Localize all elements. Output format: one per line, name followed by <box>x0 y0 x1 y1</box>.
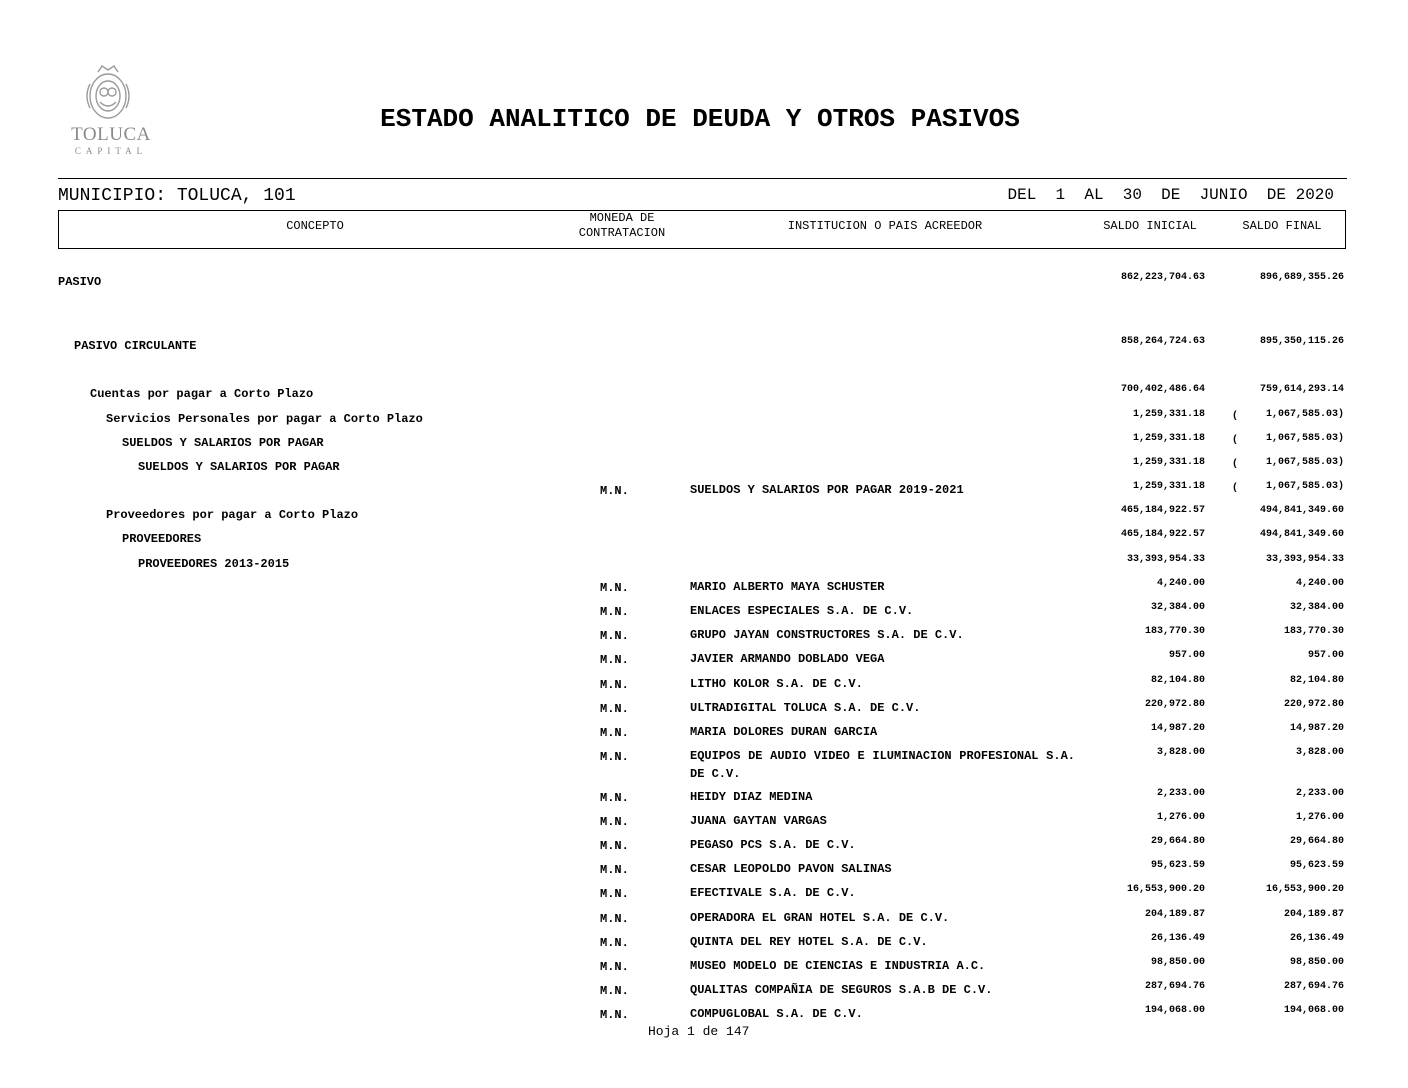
row-saldo-inicial: 4,240.00 <box>1156 578 1205 589</box>
row-concepto: Cuentas por pagar a Corto Plazo <box>90 387 314 401</box>
table-row <box>0 578 1408 600</box>
row-saldo-inicial: 1,276.00 <box>1156 812 1205 823</box>
row-moneda: M.N. <box>600 1008 629 1022</box>
row-institucion: EFECTIVALE S.A. DE C.V. <box>690 886 856 900</box>
row-moneda: M.N. <box>600 912 629 926</box>
row-saldo-inicial: 204,189.87 <box>1144 909 1205 920</box>
row-negative-open-paren: ( <box>1232 435 1239 446</box>
row-saldo-final: 1,067,585.03) <box>1265 433 1344 444</box>
column-header-concepto: CONCEPTO <box>286 219 344 233</box>
row-saldo-inicial: 700,402,486.64 <box>1120 384 1205 395</box>
row-saldo-final: 494,841,349.60 <box>1259 505 1344 516</box>
row-concepto: PROVEEDORES 2013-2015 <box>138 557 290 571</box>
row-moneda: M.N. <box>600 791 629 805</box>
row-institucion: LITHO KOLOR S.A. DE C.V. <box>690 677 863 691</box>
row-saldo-final: 33,393,954.33 <box>1265 554 1344 565</box>
row-saldo-inicial: 858,264,724.63 <box>1120 336 1205 347</box>
table-row <box>0 884 1408 906</box>
table-row <box>0 433 1408 455</box>
row-saldo-inicial: 1,259,331.18 <box>1132 433 1205 444</box>
row-saldo-final: 759,614,293.14 <box>1259 384 1344 395</box>
table-row <box>0 836 1408 858</box>
row-moneda: M.N. <box>600 678 629 692</box>
table-row <box>0 699 1408 721</box>
row-saldo-final: 95,623.59 <box>1289 860 1344 871</box>
row-saldo-final: 204,189.87 <box>1283 909 1344 920</box>
row-saldo-inicial: 194,068.00 <box>1144 1005 1205 1016</box>
row-saldo-inicial: 82,104.80 <box>1150 675 1205 686</box>
row-saldo-final: 82,104.80 <box>1289 675 1344 686</box>
period-label: DEL 1 AL 30 DE JUNIO DE 2020 <box>1007 186 1334 204</box>
column-header-moneda-line1: MONEDA DE <box>589 211 655 225</box>
row-institucion: COMPUGLOBAL S.A. DE C.V. <box>690 1007 863 1021</box>
row-moneda: M.N. <box>600 629 629 643</box>
row-institucion: MARIA DOLORES DURAN GARCIA <box>690 725 878 739</box>
column-header-moneda-line2: CONTRATACION <box>578 226 666 240</box>
table-row <box>0 626 1408 648</box>
row-saldo-final: 1,276.00 <box>1295 812 1344 823</box>
table-row <box>0 650 1408 672</box>
row-saldo-inicial: 862,223,704.63 <box>1120 272 1205 283</box>
row-institucion: QUINTA DEL REY HOTEL S.A. DE C.V. <box>690 935 928 949</box>
row-institucion: HEIDY DIAZ MEDINA <box>690 790 813 804</box>
row-saldo-final: 3,828.00 <box>1295 747 1344 758</box>
table-row <box>0 723 1408 745</box>
row-saldo-inicial: 26,136.49 <box>1150 933 1205 944</box>
row-moneda: M.N. <box>600 887 629 901</box>
table-row <box>0 384 1408 406</box>
toluca-crest-icon <box>80 64 136 122</box>
row-saldo-final: 957.00 <box>1307 650 1344 661</box>
row-concepto: SUELDOS Y SALARIOS POR PAGAR <box>138 460 340 474</box>
row-moneda: M.N. <box>600 815 629 829</box>
row-institucion: JUANA GAYTAN VARGAS <box>690 814 827 828</box>
row-saldo-inicial: 16,553,900.20 <box>1126 884 1205 895</box>
table-row <box>0 481 1408 503</box>
row-institucion: OPERADORA EL GRAN HOTEL S.A. DE C.V. <box>690 911 950 925</box>
row-saldo-inicial: 465,184,922.57 <box>1120 529 1205 540</box>
row-concepto: Proveedores por pagar a Corto Plazo <box>106 508 359 522</box>
row-institucion: QUALITAS COMPAÑIA DE SEGUROS S.A.B DE C.V. <box>690 983 993 997</box>
row-saldo-inicial: 220,972.80 <box>1144 699 1205 710</box>
row-concepto: PROVEEDORES <box>122 532 202 546</box>
column-header-moneda <box>562 211 682 241</box>
table-row <box>0 409 1408 431</box>
row-saldo-inicial: 287,694.76 <box>1144 981 1205 992</box>
row-saldo-final: 14,987.20 <box>1289 723 1344 734</box>
row-saldo-inicial: 98,850.00 <box>1150 957 1205 968</box>
row-institucion: ENLACES ESPECIALES S.A. DE C.V. <box>690 604 914 618</box>
table-row <box>0 529 1408 551</box>
toluca-logo <box>62 64 152 160</box>
row-saldo-final: 2,233.00 <box>1295 788 1344 799</box>
municipio-label: MUNICIPIO: TOLUCA, 101 <box>58 186 296 206</box>
row-moneda: M.N. <box>600 484 629 498</box>
row-saldo-final: 287,694.76 <box>1283 981 1344 992</box>
row-negative-open-paren: ( <box>1232 459 1239 470</box>
table-row <box>0 272 1408 294</box>
table-row <box>0 675 1408 697</box>
row-moneda: M.N. <box>600 702 629 716</box>
row-moneda: M.N. <box>600 984 629 998</box>
row-saldo-inicial: 465,184,922.57 <box>1120 505 1205 516</box>
row-negative-open-paren: ( <box>1232 411 1239 422</box>
table-row <box>0 981 1408 1003</box>
row-saldo-inicial: 183,770.30 <box>1144 626 1205 637</box>
row-saldo-final: 895,350,115.26 <box>1259 336 1344 347</box>
row-saldo-final: 16,553,900.20 <box>1265 884 1344 895</box>
row-institucion: CESAR LEOPOLDO PAVON SALINAS <box>690 862 892 876</box>
header-rule <box>58 178 1347 179</box>
row-concepto: SUELDOS Y SALARIOS POR PAGAR <box>122 436 324 450</box>
table-row <box>0 957 1408 979</box>
table-row <box>0 554 1408 576</box>
table-row <box>0 909 1408 931</box>
row-saldo-inicial: 957.00 <box>1168 650 1205 661</box>
row-saldo-inicial: 2,233.00 <box>1156 788 1205 799</box>
table-row <box>0 602 1408 624</box>
row-saldo-inicial: 95,623.59 <box>1150 860 1205 871</box>
row-saldo-final: 98,850.00 <box>1289 957 1344 968</box>
page-footer: Hoja 1 de 147 <box>648 1024 750 1039</box>
logo-name: TOLUCA <box>71 124 151 145</box>
row-saldo-final: 32,384.00 <box>1289 602 1344 613</box>
row-saldo-inicial: 29,664.80 <box>1150 836 1205 847</box>
row-negative-open-paren: ( <box>1232 483 1239 494</box>
row-saldo-inicial: 32,384.00 <box>1150 602 1205 613</box>
row-moneda: M.N. <box>600 936 629 950</box>
row-institucion: PEGASO PCS S.A. DE C.V. <box>690 838 856 852</box>
row-concepto: PASIVO <box>58 275 102 289</box>
row-saldo-final: 1,067,585.03) <box>1265 481 1344 492</box>
row-saldo-inicial: 1,259,331.18 <box>1132 457 1205 468</box>
row-institucion: MARIO ALBERTO MAYA SCHUSTER <box>690 580 885 594</box>
table-row <box>0 788 1408 810</box>
table-row <box>0 747 1408 781</box>
row-saldo-inicial: 14,987.20 <box>1150 723 1205 734</box>
row-moneda: M.N. <box>600 839 629 853</box>
page-title: ESTADO ANALITICO DE DEUDA Y OTROS PASIVOS <box>380 104 1020 134</box>
table-row <box>0 933 1408 955</box>
table-row <box>0 505 1408 527</box>
row-saldo-final: 1,067,585.03) <box>1265 457 1344 468</box>
row-saldo-inicial: 33,393,954.33 <box>1126 554 1205 565</box>
row-moneda: M.N. <box>600 605 629 619</box>
row-moneda: M.N. <box>600 581 629 595</box>
row-saldo-final: 26,136.49 <box>1289 933 1344 944</box>
row-saldo-inicial: 3,828.00 <box>1156 747 1205 758</box>
row-saldo-final: 494,841,349.60 <box>1259 529 1344 540</box>
row-saldo-final: 194,068.00 <box>1283 1005 1344 1016</box>
table-row <box>0 336 1408 358</box>
row-saldo-final: 4,240.00 <box>1295 578 1344 589</box>
row-saldo-final: 220,972.80 <box>1283 699 1344 710</box>
row-saldo-final: 896,689,355.26 <box>1259 272 1344 283</box>
column-header-saldo-final: SALDO FINAL <box>1242 219 1322 233</box>
row-moneda: M.N. <box>600 750 629 764</box>
row-concepto: Servicios Personales por pagar a Corto Plazo <box>106 412 423 426</box>
row-institucion: ULTRADIGITAL TOLUCA S.A. DE C.V. <box>690 701 921 715</box>
column-header-saldo-inicial: SALDO INICIAL <box>1103 219 1197 233</box>
row-saldo-final: 29,664.80 <box>1289 836 1344 847</box>
table-row <box>0 812 1408 834</box>
row-saldo-inicial: 1,259,331.18 <box>1132 409 1205 420</box>
row-moneda: M.N. <box>600 726 629 740</box>
row-moneda: M.N. <box>600 960 629 974</box>
row-institucion: JAVIER ARMANDO DOBLADO VEGA <box>690 652 885 666</box>
row-moneda: M.N. <box>600 653 629 667</box>
row-saldo-final: 183,770.30 <box>1283 626 1344 637</box>
column-header-institucion: INSTITUCION O PAIS ACREEDOR <box>787 219 983 233</box>
row-institucion: MUSEO MODELO DE CIENCIAS E INDUSTRIA A.C. <box>690 959 986 973</box>
logo-subtitle: CAPITAL <box>74 146 148 156</box>
row-concepto: PASIVO CIRCULANTE <box>74 339 197 353</box>
table-row <box>0 457 1408 479</box>
row-saldo-inicial: 1,259,331.18 <box>1132 481 1205 492</box>
row-institucion: SUELDOS Y SALARIOS POR PAGAR 2019-2021 <box>690 483 964 497</box>
row-saldo-final: 1,067,585.03) <box>1265 409 1344 420</box>
table-row <box>0 860 1408 882</box>
row-institucion: GRUPO JAYAN CONSTRUCTORES S.A. DE C.V. <box>690 628 964 642</box>
row-moneda: M.N. <box>600 863 629 877</box>
row-institucion: EQUIPOS DE AUDIO VIDEO E ILUMINACION PROFESIONAL S.A. DE C.V. <box>690 749 1075 781</box>
